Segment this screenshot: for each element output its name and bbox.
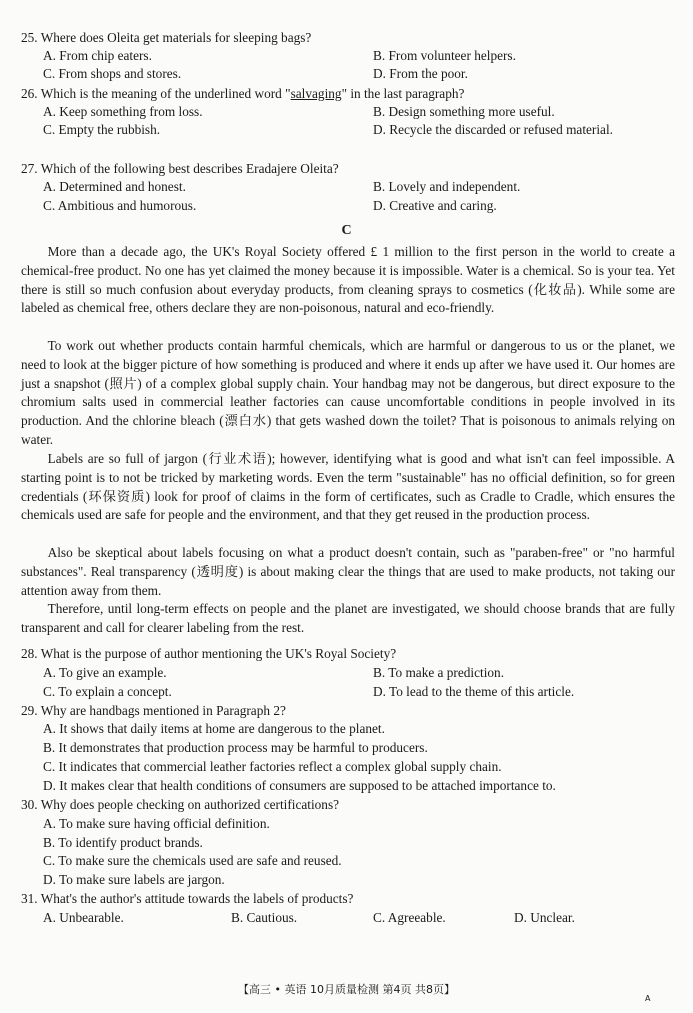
- q27-option-b: B. Lovely and independent.: [373, 179, 521, 194]
- passage-paragraph-5: Therefore, until long-term effects on people and the planet are investigated, we should choose brands that are fully transparent and call for clearer labeling from the rest.: [21, 601, 675, 635]
- q29-option-c: C. It indicates that commercial leather factories reflect a complex global supply chain.: [43, 759, 502, 774]
- q27-option-c: C. Ambitious and humorous.: [43, 198, 197, 213]
- q31-stem: 31. What's the author's attitude towards the labels of products?: [21, 891, 354, 906]
- q31-option-c: C. Agreeable.: [373, 910, 446, 925]
- passage-paragraph-2: To work out whether products contain harmful chemicals, which are harmful or dangerous to us or the planet, we need to look at the bigger picture of how something is produced and where it ends up after we have used it. Our homes are just a snapshot (照片) of a complex global supply chain. Your handbag may not be dangerous, but direct exposure to the chromium salts used in commercial leather factories can cause uncomfortable conditions in people involved in its production. And the chlorine bleach (漂白水) that gets washed down the toilet? That is poisonous to animals relying on water.: [21, 338, 675, 447]
- q28-stem: 28. What is the purpose of author mentioning the UK's Royal Society?: [21, 646, 397, 661]
- q31-option-d: D. Unclear.: [514, 910, 575, 925]
- q26-stem-part1: 26. Which is the meaning of the underlined word ": [21, 86, 291, 101]
- passage-paragraph-3: Labels are so full of jargon (行业术语); however, identifying what is good and what isn't can feel impossible. A starting point is to not be tricked by marketing words. Even the term "sustainable" has no official definition, so for green credentials (环保资质) look for proof of claims in the form of certificates, such as Cradle to Cradle, which ensures the chemicals used are safe for people and the environment, and that they get reused in the production process.: [21, 451, 675, 523]
- corner-mark: A: [645, 994, 651, 1003]
- q29-stem: 29. Why are handbags mentioned in Paragraph 2?: [21, 703, 286, 718]
- q26-option-c: C. Empty the rubbish.: [43, 122, 161, 137]
- q28-option-c: C. To explain a concept.: [43, 684, 172, 699]
- q25-option-c: C. From shops and stores.: [43, 66, 182, 81]
- q28-option-b: B. To make a prediction.: [373, 665, 505, 680]
- passage-paragraph-4: Also be skeptical about labels focusing on what a product doesn't contain, such as "paraben-free" or "no harmful substances". Real transparency (透明度) is about making clear the things that are used to make products, not taking our attention away from them.: [21, 545, 675, 598]
- q25-option-b: B. From volunteer helpers.: [373, 48, 516, 63]
- q30-option-d: D. To make sure labels are jargon.: [43, 872, 225, 887]
- q25-stem: 25. Where does Oleita get materials for sleeping bags?: [21, 30, 312, 45]
- q27-option-a: A. Determined and honest.: [43, 179, 186, 194]
- q26-stem: [21, 85, 464, 103]
- page-footer: 【高三 • 英语 10月质量检测 第4页 共8页】: [238, 983, 455, 996]
- q30-option-c: C. To make sure the chemicals used are safe and reused.: [43, 853, 342, 868]
- q31-option-b: B. Cautious.: [231, 910, 298, 925]
- q26-underlined-word: salvaging: [290, 86, 342, 101]
- q25-option-d: D. From the poor.: [373, 66, 468, 81]
- q30-option-a: A. To make sure having official definition.: [43, 816, 270, 831]
- q31-option-a: A. Unbearable.: [43, 910, 124, 925]
- q30-stem: 30. Why does people checking on authorized certifications?: [21, 797, 340, 812]
- q27-option-d: D. Creative and caring.: [373, 198, 497, 213]
- section-title: C: [341, 223, 352, 238]
- q29-option-a: A. It shows that daily items at home are dangerous to the planet.: [43, 721, 385, 736]
- q27-stem: 27. Which of the following best describes Eradajere Oleita?: [21, 161, 339, 176]
- q28-option-d: D. To lead to the theme of this article.: [373, 684, 575, 699]
- q25-option-a: A. From chip eaters.: [43, 48, 152, 63]
- passage-paragraph-1: More than a decade ago, the UK's Royal Society offered £ 1 million to the first person in the world to create a chemical-free product. No one has yet claimed the money because it is impossible. Water is a chemical. So is your tea. Yet there is still so much confusion about everyday products, from cleaning sprays to cosmetics (化妆品). While some are labeled as chemical free, others declare they are non-poisonous, natural and eco-friendly.: [21, 244, 675, 316]
- q26-stem-part2: " in the last paragraph?: [341, 86, 465, 101]
- q29-option-d: D. It makes clear that health conditions of consumers are supposed to be attached importance to.: [43, 778, 556, 793]
- q29-option-b: B. It demonstrates that production process may be harmful to producers.: [43, 740, 428, 755]
- q28-option-a: A. To give an example.: [43, 665, 167, 680]
- q26-option-d: D. Recycle the discarded or refused material.: [373, 122, 613, 137]
- q30-option-b: B. To identify product brands.: [43, 835, 203, 850]
- q26-option-a: A. Keep something from loss.: [43, 104, 203, 119]
- q26-option-b: B. Design something more useful.: [373, 104, 555, 119]
